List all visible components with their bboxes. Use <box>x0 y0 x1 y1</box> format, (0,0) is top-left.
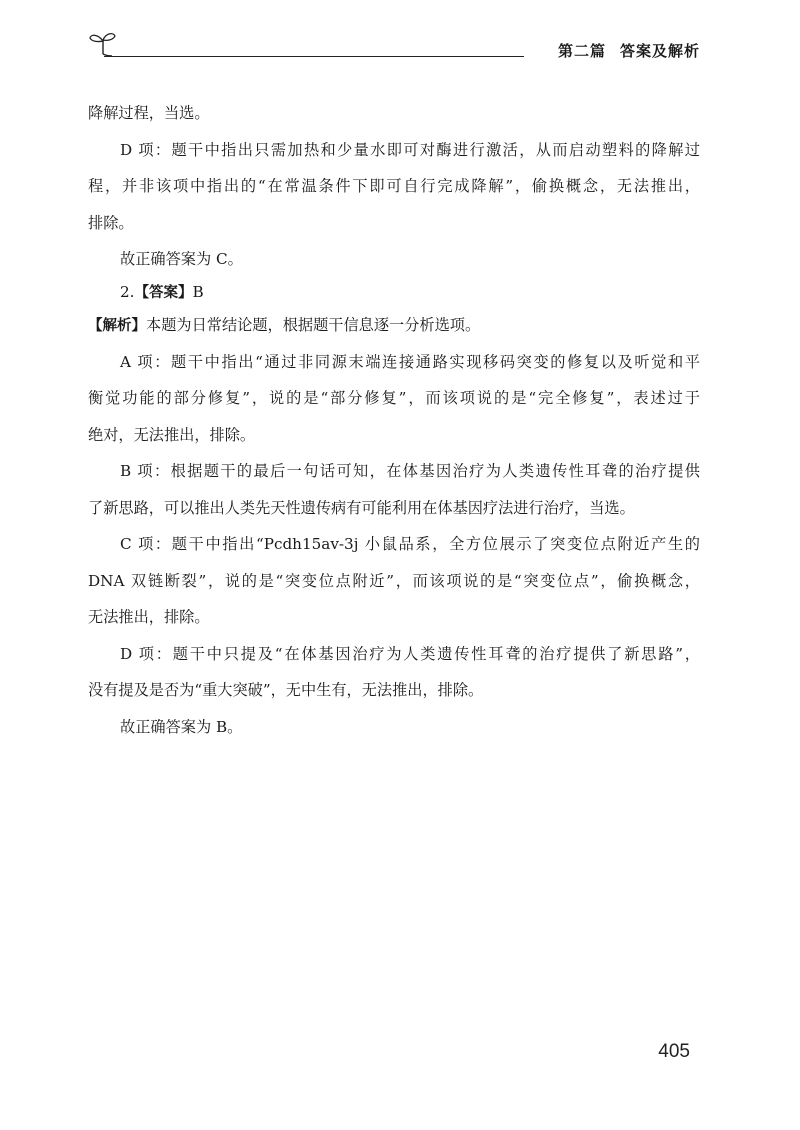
answer-label: 【答案】 <box>134 285 193 301</box>
conclusion-line: 故正确答案为 C。 <box>120 250 243 268</box>
option-d-line: 程，并非该项中指出的“在常温条件下即可自行完成降解”，偷换概念，无法推出， <box>88 177 700 195</box>
option-c-line: C 项：题干中指出“Pcdh15av-3j 小鼠品系，全方位展示了突变位点附近产生的 <box>120 535 700 553</box>
option-a-line: A 项：题干中指出“通过非同源末端连接通路实现移码突变的修复以及听觉和平 <box>120 352 700 371</box>
option-b-line: 了新思路，可以推出人类先天性遗传病有可能利用在体基因疗法进行治疗，当选。 <box>88 498 635 517</box>
section-name: 答案及解析 <box>619 42 700 60</box>
page-header <box>88 30 700 64</box>
option-a-line: 绝对，无法推出，排除。 <box>88 425 256 444</box>
conclusion-line: 故正确答案为 B。 <box>120 717 243 736</box>
option-d2-line: D 项：题干中只提及“在体基因治疗为人类遗传性耳聋的治疗提供了新思路”， <box>120 644 700 663</box>
page-content <box>88 103 700 737</box>
analysis-text: 本题为日常结论题，根据题干信息逐一分析选项。 <box>146 316 481 334</box>
option-b-line: B 项：根据题干的最后一句话可知，在体基因治疗为人类遗传性耳聋的治疗提供 <box>120 462 700 480</box>
answer-line <box>88 282 700 302</box>
section-title <box>558 40 700 61</box>
sprout-icon <box>88 30 118 56</box>
question-number: 2. <box>120 283 135 301</box>
analysis-label: 【解析】 <box>88 318 146 334</box>
analysis-line <box>88 315 700 335</box>
option-d-line: D 项：题干中指出只需加热和少量水即可对酶进行激活，从而启动塑料的降解过 <box>120 140 700 159</box>
page-number: 405 <box>658 1041 690 1062</box>
section-part: 第二篇 <box>557 42 606 60</box>
option-d2-line: 没有提及是否为“重大突破”，无中生有，无法推出，排除。 <box>88 681 484 699</box>
option-c-line: DNA 双链断裂”，说的是“突变位点附近”，而该项说的是“突变位点”，偷换概念， <box>88 571 700 590</box>
option-c-line: 无法推出，排除。 <box>88 608 210 626</box>
paragraph-line: 降解过程，当选。 <box>88 104 210 122</box>
answer-value: B <box>192 283 204 301</box>
option-d-line: 排除。 <box>88 213 134 232</box>
option-a-line: 衡觉功能的部分修复”，说的是“部分修复”，而该项说的是“完全修复”，表述过于 <box>88 389 700 407</box>
header-rule <box>104 56 524 57</box>
